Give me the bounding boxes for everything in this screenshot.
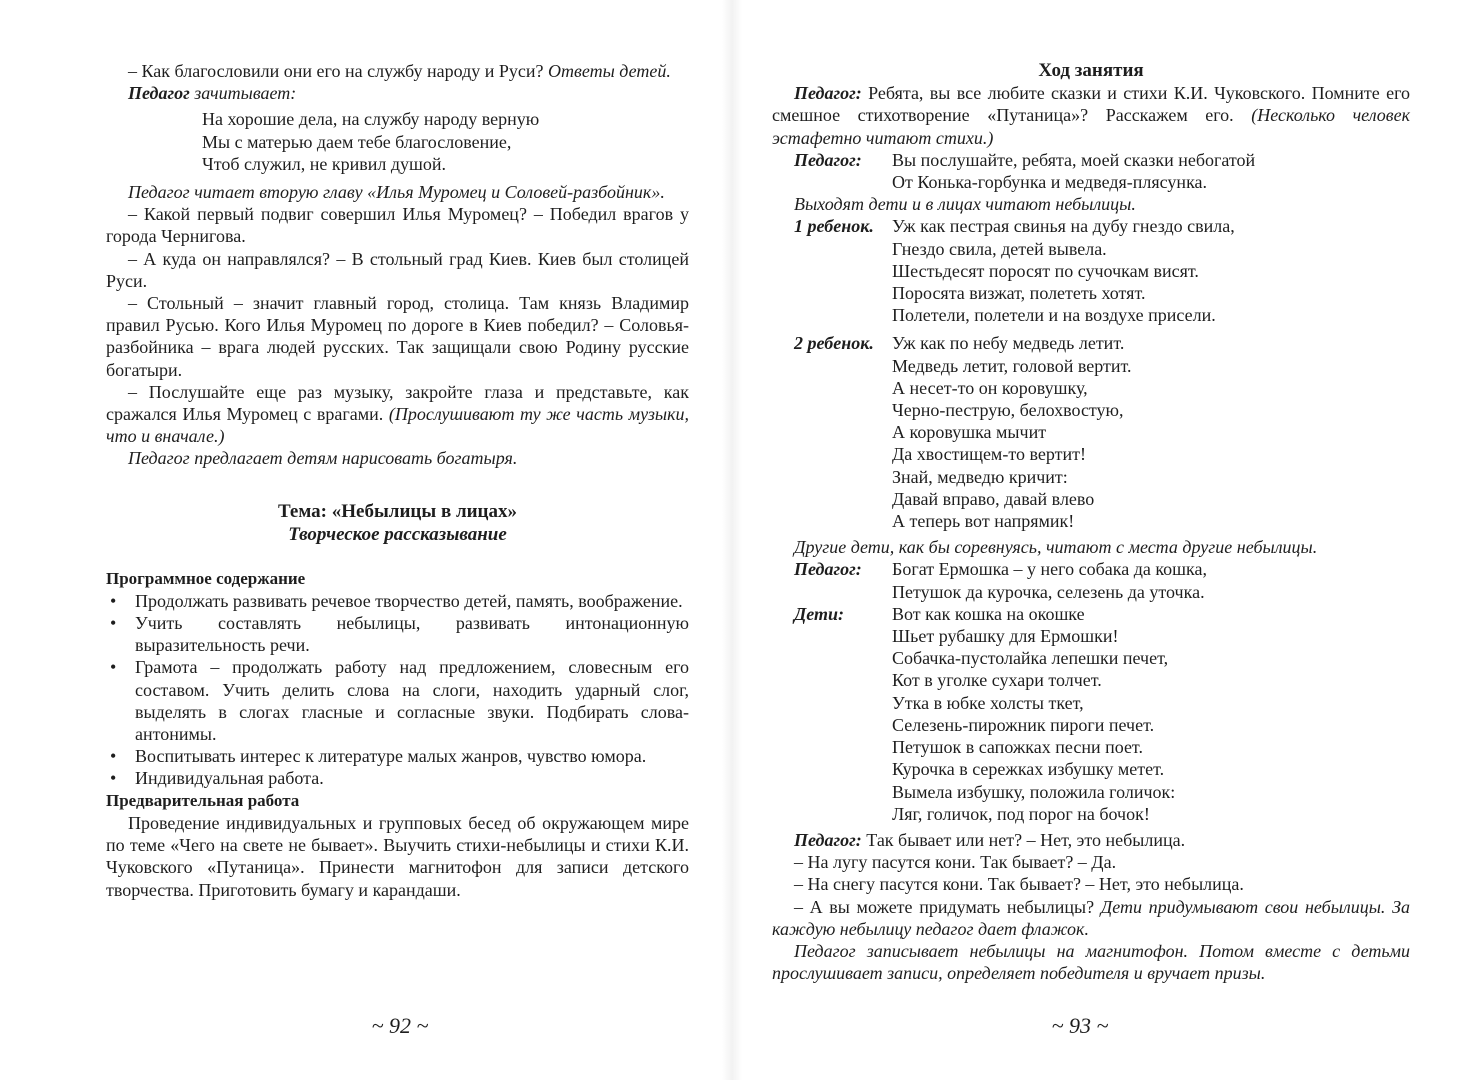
role-teacher: Педагог: xyxy=(794,83,862,104)
left-paragraph-3: Педагог читает вторую главу «Илья Муромец и Соловей-разбойник». xyxy=(128,182,665,203)
bullet-text: Грамота – продолжать работу над предложением, словесным его составом. Учить делить слова на слоги, находить ударный слог, выделять в слогах гласные и согласные звуки. Подбирать слова-антонимы. xyxy=(135,657,689,745)
child-2-verse-lines xyxy=(892,332,1132,532)
teacher-verse-block-2 xyxy=(772,558,1410,602)
bullet-dot-icon: • xyxy=(110,590,117,611)
verse-line: Знай, медведю кричит: xyxy=(892,466,1068,487)
right-paragraph-2: Выходят дети и в лицах читают небылицы. xyxy=(794,194,1136,215)
verse-line: Богат Ермошка – у него собака да кошка, xyxy=(892,559,1207,580)
left-page xyxy=(0,0,732,1080)
bullet-dot-icon: • xyxy=(110,768,117,789)
verse-line: Утка в юбке холсты ткет, xyxy=(892,692,1084,713)
right-paragraph-7 xyxy=(772,896,1410,940)
program-bullet-item xyxy=(106,590,689,612)
question-text: – Как благословили они его на службу народу и Руси? xyxy=(128,61,544,81)
verse-line: Вы послушайте, ребята, моей сказки небогатой xyxy=(892,149,1256,170)
verse-line: Вот как кошка на окошке xyxy=(892,603,1085,624)
intro-text: Ребята, вы все любите сказки и стихи К.И. Чуковского. Помните его смешное стихотворение «Путаница»? Расскажем его. xyxy=(772,83,1411,126)
program-bullet-item xyxy=(106,745,689,767)
verse-line: А теперь вот напрямик! xyxy=(892,511,1075,532)
topic-title: Тема: «Небылицы в лицах» xyxy=(277,500,518,522)
bullet-text: Продолжать развивать речевое творчество детей, память, воображение. xyxy=(135,590,683,611)
child-1-verse-block xyxy=(772,215,1410,326)
right-paragraph-6: – На снегу пасутся кони. Так бывает? – Нет, это небылица. xyxy=(794,874,1244,895)
role-teacher: Педагог: xyxy=(794,149,862,170)
teacher-verse-lines-2 xyxy=(892,558,1207,602)
left-paragraph-5: – А куда он направлялся? – В стольный град Киев. Киев был столицей Руси. xyxy=(106,248,689,291)
verse-line: Петушок да курочка, селезень да уточка. xyxy=(892,581,1205,602)
role-teacher: Педагог xyxy=(128,83,190,104)
verse-line: Вымела избушку, положила голичок: xyxy=(892,781,1176,802)
right-paragraph-1 xyxy=(772,82,1410,149)
preliminary-text: Проведение индивидуальных и групповых бесед об окружающем мире по теме «Чего на свете не бывает». Выучить стихи-небылицы и стихи К.И. Чуковского «Путаница». Принести магнитофон для записи детского творчества. Приготовить бумагу и карандаши. xyxy=(106,812,689,900)
program-heading: Программное содержание xyxy=(106,568,306,588)
left-paragraph-6: – Стольный – значит главный город, столица. Там князь Владимир правил Русью. Кого Илья Муромец по дороге в Киев победил? – Соловья-разбойника – врага людей русских. Так защищали свою Родину русские богатыри. xyxy=(106,293,689,380)
left-paragraph-2 xyxy=(106,82,689,104)
left-paragraph-4: – Какой первый подвиг совершил Илья Муромец? – Победил врагов у города Чернигова. xyxy=(106,204,689,247)
right-text-column xyxy=(772,60,1410,984)
listen-text: – Послушайте еще раз музыку, закройте глаза и представьте, как сражался Илья Муромец с врагами. xyxy=(106,381,689,425)
role-teacher: Педагог: xyxy=(794,829,862,850)
right-paragraph-8: Педагог записывает небылицы на магнитофон. Потом вместе с детьми прослушивает записи, определяет победителя и вручает призы. xyxy=(772,940,1410,984)
verse-line: Гнездо свила, детей вывела. xyxy=(892,238,1107,259)
question-text: – А вы можете придумать небылицы? xyxy=(794,896,1095,917)
bullet-dot-icon: • xyxy=(110,657,117,678)
right-paragraph-4 xyxy=(772,829,1410,851)
children-invent-note: Дети придумывают свои небылицы. За каждую небылицу педагог дает флажок. xyxy=(772,896,1410,939)
child-1-verse-lines xyxy=(892,215,1235,326)
lesson-heading: Ход занятия xyxy=(1038,60,1144,81)
verse-line: Шестьдесят поросят по сучочкам висят. xyxy=(892,260,1199,281)
role-teacher: Педагог: xyxy=(794,559,862,580)
program-bullet-list xyxy=(106,590,689,790)
verse-line: Давай вправо, давай влево xyxy=(892,488,1095,509)
verse-line: А коровушка мычит xyxy=(892,422,1047,443)
poem-line: Мы с матерью даем тебе благословение, xyxy=(202,131,512,152)
intro-note: (Несколько человек эстафетно читают стихи.) xyxy=(772,105,1410,148)
verse-line: Собачка-пустолайка лепешки печет, xyxy=(892,648,1169,669)
left-paragraph-7 xyxy=(106,381,689,448)
children-verse-block xyxy=(772,603,1410,825)
bullet-text: Учить составлять небылицы, развивать интонационную выразительность речи. xyxy=(135,613,689,656)
right-paragraph-5: – На лугу пасутся кони. Так бывает? – Да. xyxy=(794,852,1117,873)
role-child-1: 1 ребенок. xyxy=(794,216,874,237)
verse-line: Поросята визжат, полететь хотят. xyxy=(892,283,1146,304)
blessing-poem xyxy=(202,108,689,175)
page-number-left: ~ 92 ~ xyxy=(371,1013,429,1038)
verse-line: Уж как по небу медведь летит. xyxy=(892,333,1125,354)
verse-line: От Конька-горбунка и медведя-плясунка. xyxy=(892,172,1208,193)
verse-line: Уж как пестрая свинья на дубу гнездо свила, xyxy=(892,216,1235,237)
verse-line: Шьет рубашку для Ермошки! xyxy=(892,626,1119,647)
page-number-right: ~ 93 ~ xyxy=(1051,1013,1109,1038)
bullet-dot-icon: • xyxy=(110,746,117,767)
teacher-verse-block xyxy=(772,149,1410,193)
bullet-dot-icon: • xyxy=(110,613,117,634)
teacher-verse-lines xyxy=(892,149,1255,193)
bullet-text: Индивидуальная работа. xyxy=(135,768,324,789)
verse-line: Да хвостищем-то вертит! xyxy=(892,444,1086,465)
verse-line: А несет-то он коровушку, xyxy=(892,377,1088,398)
bullet-text: Воспитывать интерес к литературе малых жанров, чувство юмора. xyxy=(135,746,647,767)
program-bullet-item xyxy=(106,612,689,656)
question-text: Так бывает или нет? – Нет, это небылица. xyxy=(866,829,1186,850)
left-paragraph-8: Педагог предлагает детям нарисовать богатыря. xyxy=(128,448,518,469)
right-page xyxy=(732,0,1465,1080)
answers-note: Ответы детей. xyxy=(548,61,671,81)
verse-line: Петушок в сапожках песни поет. xyxy=(892,737,1143,758)
left-paragraph-1 xyxy=(106,60,689,82)
poem-line: Чтоб служил, не кривил душой. xyxy=(202,153,447,174)
right-paragraph-3: Другие дети, как бы соревнуясь, читают с места другие небылицы. xyxy=(794,537,1318,558)
listen-note: (Прослушивают ту же часть музыки, что и вначале.) xyxy=(106,404,690,447)
poem-line: На хорошие дела, на службу народу верную xyxy=(202,109,540,130)
verse-line: Кот в уголке сухари толчет. xyxy=(892,670,1102,691)
verse-line: Полетели, полетели и на воздухе присели. xyxy=(892,305,1216,326)
child-2-verse-block xyxy=(772,332,1410,532)
program-bullet-item xyxy=(106,767,689,789)
left-text-column xyxy=(106,60,689,901)
verse-line: Селезень-пирожник пироги печет. xyxy=(892,714,1155,735)
preliminary-heading: Предварительная работа xyxy=(106,790,300,810)
topic-subtitle: Творческое рассказывание xyxy=(288,523,507,545)
verse-line: Медведь летит, головой вертит. xyxy=(892,355,1132,376)
verse-line: Курочка в сережках избушку метет. xyxy=(892,759,1165,780)
role-child-2: 2 ребенок. xyxy=(794,333,874,354)
verse-line: Черно-пеструю, белохвостую, xyxy=(892,400,1124,421)
verse-line: Ляг, голичок, под порог на бочок! xyxy=(892,803,1150,824)
program-bullet-item xyxy=(106,656,689,745)
children-verse-lines xyxy=(892,603,1175,825)
role-children: Дети: xyxy=(794,603,845,624)
reads-note: зачитывает: xyxy=(194,83,297,104)
